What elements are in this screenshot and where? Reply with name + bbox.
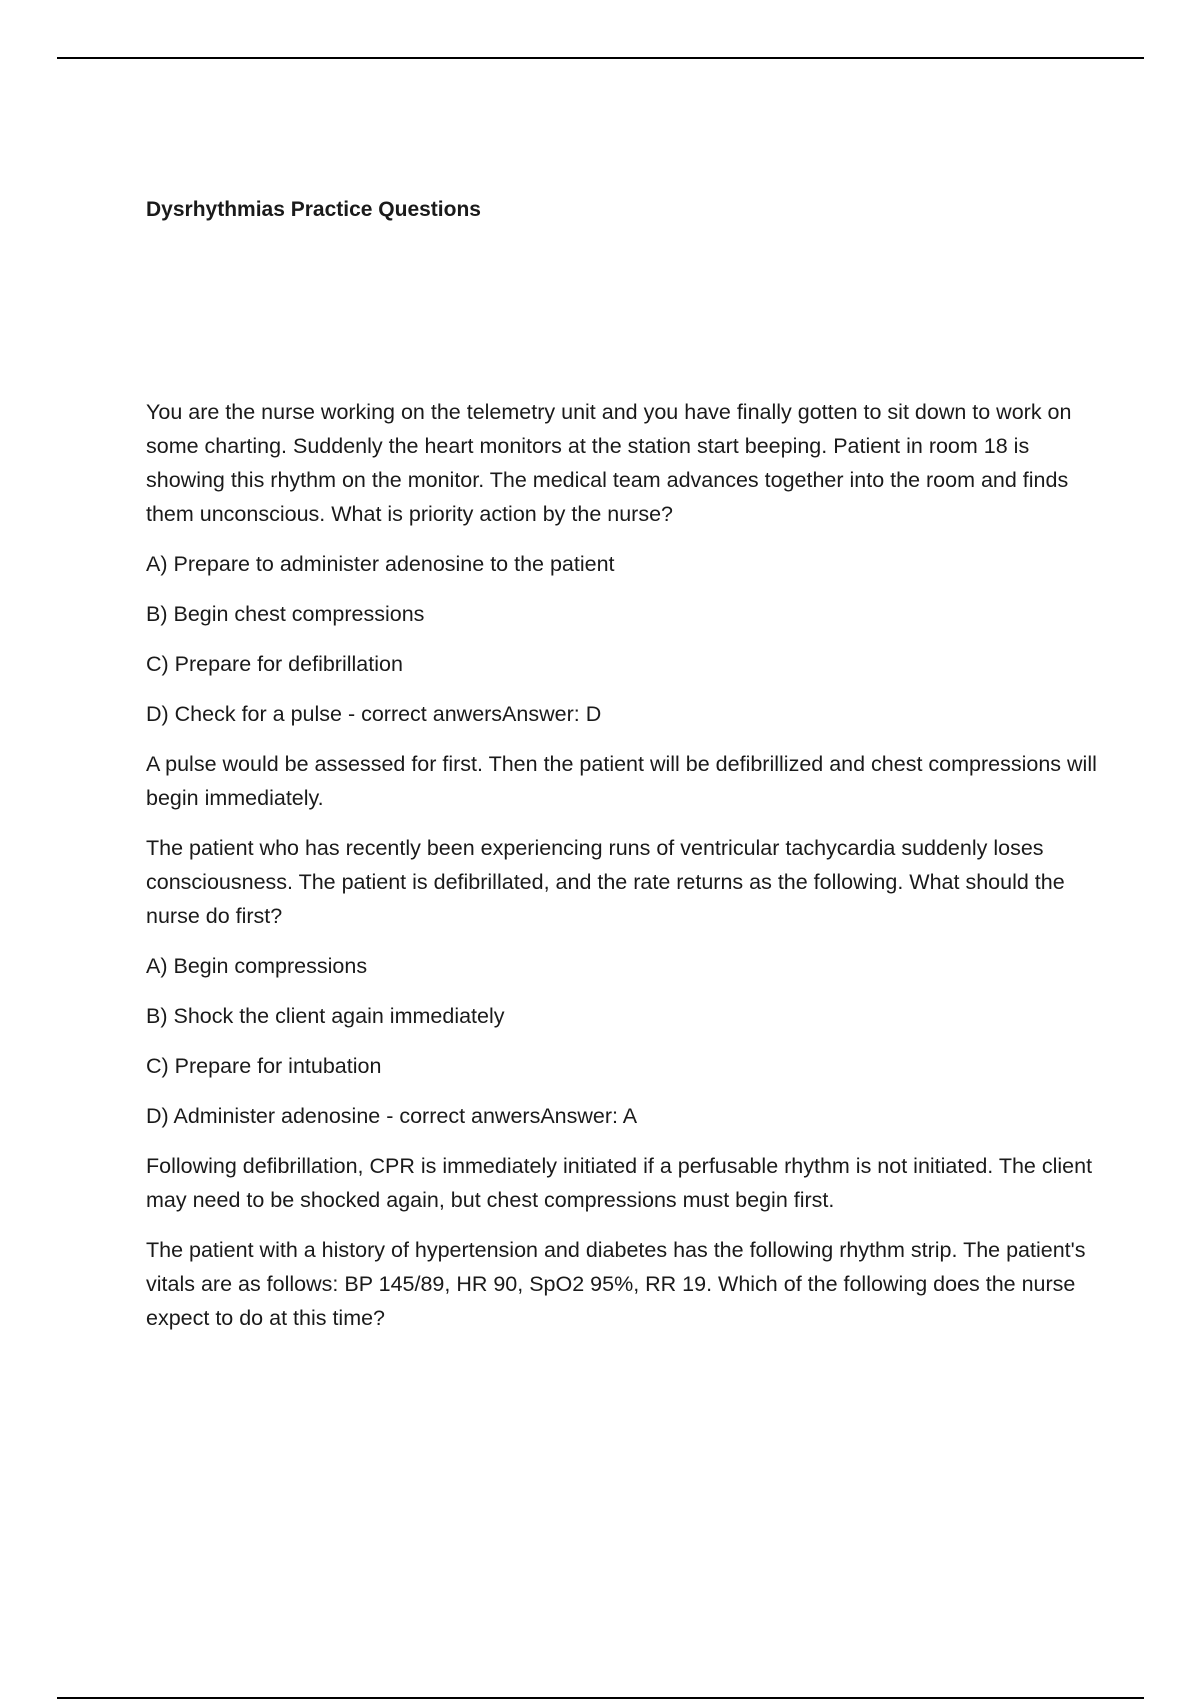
- question-1-option-c: C) Prepare for defibrillation: [146, 652, 403, 676]
- question-2-option-c: C) Prepare for intubation: [146, 1054, 382, 1078]
- document-title: Dysrhythmias Practice Questions: [146, 198, 481, 221]
- document-body: [146, 395, 1101, 1335]
- question-3-stem: The patient with a history of hypertension and diabetes has the following rhythm strip. The patient's vitals are as follows: BP 145/89, HR 90, SpO2 95%, RR 19. Which of the following does the nurse expect to do at this time?: [146, 1238, 1086, 1330]
- question-2-option-d: D) Administer adenosine - correct anwersAnswer: A: [146, 1104, 638, 1128]
- question-1-stem: You are the nurse working on the telemetry unit and you have finally gotten to sit down to work on some charting. Suddenly the heart monitors at the station start beeping. Patient in room 18 is showing this rhythm on the monitor. The medical team advances together into the room and finds them unconscious. What is priority action by the nurse?: [146, 400, 1072, 526]
- question-1-rationale: A pulse would be assessed for first. Then the patient will be defibrillized and chest compressions will begin immediately.: [146, 752, 1097, 810]
- question-2-rationale: Following defibrillation, CPR is immediately initiated if a perfusable rhythm is not initiated. The client may need to be shocked again, but chest compressions must begin first.: [146, 1154, 1093, 1212]
- question-1-option-a: A) Prepare to administer adenosine to the patient: [146, 552, 615, 576]
- question-1-option-b: B) Begin chest compressions: [146, 602, 425, 626]
- question-2-option-b: B) Shock the client again immediately: [146, 1004, 505, 1028]
- question-1-option-d: D) Check for a pulse - correct anwersAnswer: D: [146, 702, 602, 726]
- header-rule: [57, 57, 1144, 59]
- footer-rule: [57, 1697, 1144, 1699]
- question-2-option-a: A) Begin compressions: [146, 954, 368, 978]
- question-2-stem: The patient who has recently been experiencing runs of ventricular tachycardia suddenly loses consciousness. The patient is defibrillated, and the rate returns as the following. What should the nurse do first?: [146, 836, 1065, 928]
